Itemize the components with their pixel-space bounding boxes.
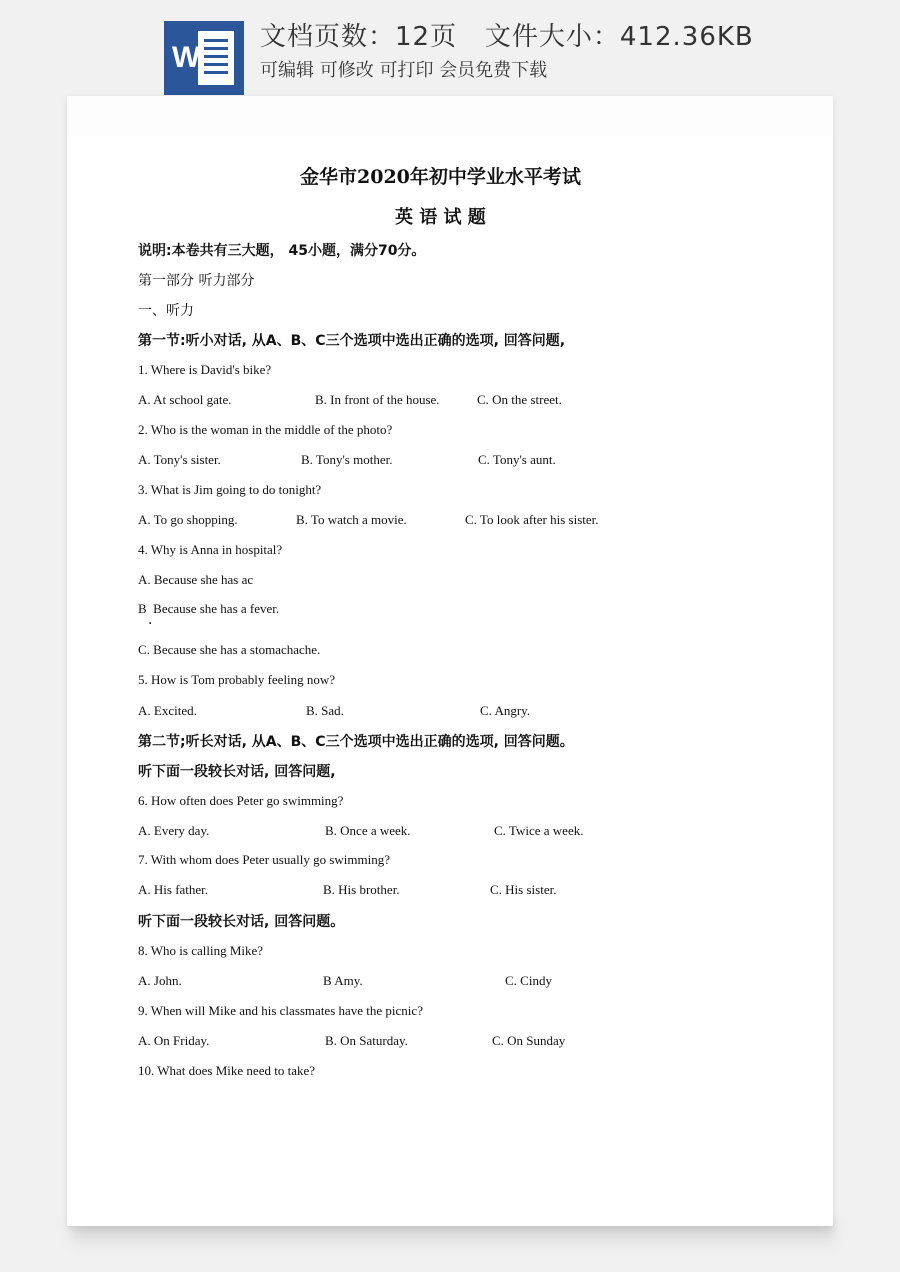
question: 2. Who is the woman in the middle of the photo? bbox=[138, 422, 393, 437]
option-b: B. His brother. bbox=[323, 882, 400, 897]
option-a: A. Because she has ac bbox=[138, 572, 254, 587]
option-a: A. His father. bbox=[138, 882, 209, 897]
option-b: B. In front of the house. bbox=[315, 392, 440, 407]
option-c: C. Tony's aunt. bbox=[478, 452, 556, 467]
question: 10. What does Mike need to take? bbox=[138, 1063, 316, 1078]
exam-title: 金华市2020年初中学业水平考试 bbox=[300, 166, 581, 188]
word-document-icon: W bbox=[164, 21, 244, 95]
option-c: C. Because she has a stomachache. bbox=[138, 642, 321, 657]
option-a: A. Tony's sister. bbox=[138, 452, 221, 467]
part-heading: 第一部分 听力部分 bbox=[138, 273, 255, 289]
long-dialog-instruction: 听下面一段较长对话, 回答问题。 bbox=[138, 914, 345, 930]
option-c: C. His sister. bbox=[490, 882, 557, 897]
option-b: B. To watch a movie. bbox=[296, 512, 407, 527]
option-b: B. On Saturday. bbox=[325, 1033, 408, 1048]
option-b: B Because she has a fever. bbox=[138, 601, 280, 616]
file-info bbox=[260, 16, 754, 53]
question: 8. Who is calling Mike? bbox=[138, 943, 264, 958]
file-size: 文件大小：412.36KB bbox=[484, 22, 754, 52]
document-page bbox=[67, 96, 833, 1226]
option-a: A. On Friday. bbox=[138, 1033, 210, 1048]
exam-subtitle: 英 语 试 题 bbox=[395, 207, 486, 228]
long-dialog-instruction: 听下面一段较长对话, 回答问题, bbox=[138, 764, 336, 780]
option-c: C. On Sunday bbox=[492, 1033, 566, 1048]
section1-instruction: 第一节:听小对话, 从A、B、C三个选项中选出正确的选项, 回答问题, bbox=[138, 333, 566, 349]
section-heading: 一、听力 bbox=[138, 303, 194, 319]
option-a: A. John. bbox=[138, 973, 182, 988]
option-a: A. Every day. bbox=[138, 823, 210, 838]
question: 7. With whom does Peter usually go swimming? bbox=[138, 852, 390, 867]
option-b: B. Once a week. bbox=[325, 823, 411, 838]
stray-dot: · bbox=[148, 616, 153, 632]
option-b: B Amy. bbox=[323, 973, 363, 988]
option-c: C. To look after his sister. bbox=[465, 512, 599, 527]
exam-note: 说明:本卷共有三大题， 45小题，满分70分。 bbox=[138, 243, 426, 259]
option-b: B. Tony's mother. bbox=[301, 452, 393, 467]
option-c: C. Angry. bbox=[480, 703, 531, 718]
option-c: C. On the street. bbox=[477, 392, 562, 407]
option-b: B. Sad. bbox=[306, 703, 344, 718]
feature-list: 可编辑 可修改 可打印 会员免费下载 bbox=[260, 60, 548, 81]
page-count: 文档页数：12页 bbox=[260, 22, 458, 52]
question: 6. How often does Peter go swimming? bbox=[138, 793, 344, 808]
option-a: A. At school gate. bbox=[138, 392, 232, 407]
option-a: A. To go shopping. bbox=[138, 512, 238, 527]
question: 4. Why is Anna in hospital? bbox=[138, 542, 283, 557]
section2-instruction: 第二节;听长对话, 从A、B、C三个选项中选出正确的选项, 回答问题。 bbox=[138, 734, 574, 750]
option-c: C. Cindy bbox=[505, 973, 552, 988]
option-a: A. Excited. bbox=[138, 703, 197, 718]
question: 1. Where is David's bike? bbox=[138, 362, 272, 377]
download-banner bbox=[0, 0, 900, 100]
option-c: C. Twice a week. bbox=[494, 823, 584, 838]
question: 9. When will Mike and his classmates have the picnic? bbox=[138, 1003, 423, 1018]
question: 3. What is Jim going to do tonight? bbox=[138, 482, 322, 497]
question: 5. How is Tom probably feeling now? bbox=[138, 672, 336, 687]
